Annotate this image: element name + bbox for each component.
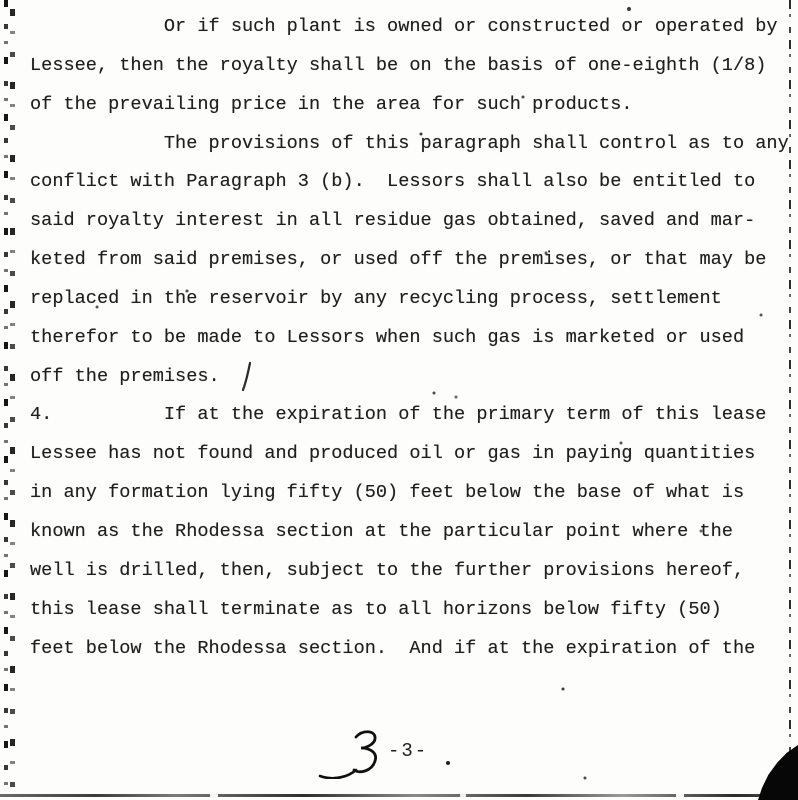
handwritten-three-glyph bbox=[312, 727, 390, 779]
text-line: The provisions of this paragraph shall control as to any bbox=[30, 132, 789, 154]
typed-page-number: -3- bbox=[388, 740, 429, 762]
bottom-scan-strip-gaps bbox=[0, 794, 798, 797]
text-line: well is drilled, then, subject to the further provisions hereof, bbox=[30, 559, 745, 581]
corner-shadow-blob bbox=[758, 745, 798, 800]
pencil-tick-mark bbox=[240, 360, 254, 394]
text-line: of the prevailing price in the area for such products. bbox=[30, 93, 633, 115]
text-line: feet below the Rhodessa section. And if at the expiration of the bbox=[30, 637, 756, 659]
text-line: Lessee, then the royalty shall be on the basis of one-eighth (1/8) bbox=[30, 54, 767, 76]
text-line: Lessee has not found and produced oil or gas in paying quantities bbox=[30, 443, 756, 465]
left-binding-edge-artifact bbox=[10, 0, 15, 792]
document-body bbox=[30, 8, 798, 668]
text-line: this lease shall terminate as to all horizons below fifty (50) bbox=[30, 598, 722, 620]
text-line: off the premises. bbox=[30, 365, 220, 387]
text-line: Or if such plant is owned or constructed or operated by bbox=[30, 16, 778, 37]
text-line: replaced in the reservoir by any recycling process, settlement bbox=[30, 287, 722, 309]
text-line: said royalty interest in all residue gas obtained, saved and mar- bbox=[30, 210, 756, 232]
text-line: conflict with Paragraph 3 (b). Lessors shall also be entitled to bbox=[30, 171, 756, 193]
text-line-paragraph-4: 4. If at the expiration of the primary term of this lease bbox=[30, 404, 767, 426]
handwritten-page-number bbox=[312, 727, 390, 784]
text-line: therefor to be made to Lessors when such gas is marketed or used bbox=[30, 326, 745, 348]
text-line: keted from said premises, or used off the premises, or that may be bbox=[30, 249, 767, 271]
left-binding-edge-artifact bbox=[4, 0, 8, 792]
right-fold-dashed-line bbox=[789, 0, 791, 762]
toner-specks bbox=[0, 0, 2, 2]
text-line: known as the Rhodessa section at the particular point where the bbox=[30, 520, 733, 542]
text-line: in any formation lying fifty (50) feet below the base of what is bbox=[30, 482, 745, 504]
